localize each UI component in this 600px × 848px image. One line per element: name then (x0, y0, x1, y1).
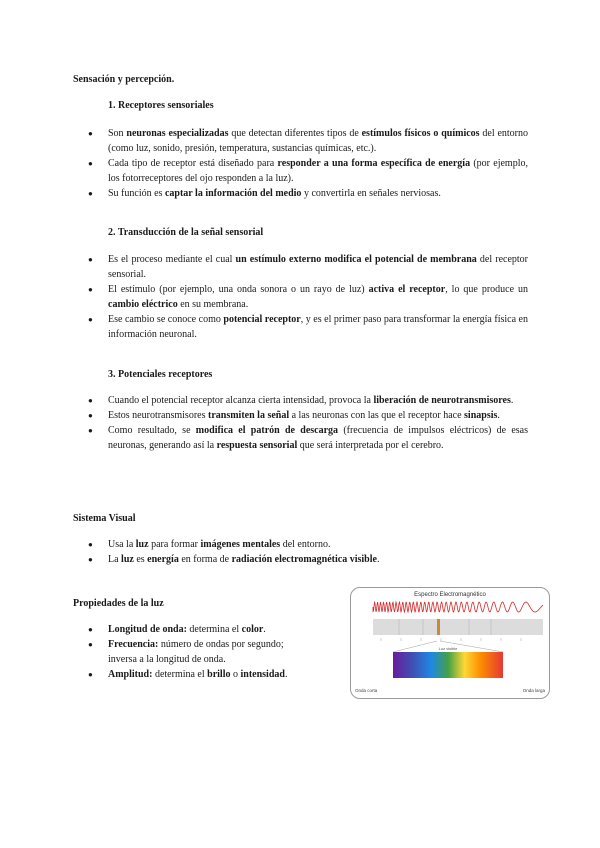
visible-light-label: Luz visible (438, 646, 458, 651)
wave-line (373, 602, 543, 612)
subsection-title-receptores: 1. Receptores sensoriales (108, 100, 214, 111)
list-item: ● La luz es energía en forma de radiación electromagnética visible. (88, 552, 528, 567)
visible-spectrum-gradient (393, 652, 503, 678)
electromagnetic-spectrum-figure (350, 587, 550, 699)
list-item: ● El estímulo (por ejemplo, una onda sonora o un rayo de luz) activa el receptor, lo que produce un cambio eléctrico en su membrana. (88, 282, 528, 312)
section-title-propiedades-luz: Propiedades de la luz (73, 598, 164, 609)
list-item: ● Es el proceso mediante el cual un estímulo externo modifica el potencial de membrana del receptor sensorial. (88, 252, 528, 282)
list-item: ● Como resultado, se modifica el patrón de descarga (frecuencia de impulsos eléctricos) de esas neuronas, generando así la respuesta sensorial que será interpretada por el cerebro. (88, 423, 528, 453)
list-item: ● Su función es captar la información del medio y convertirla en señales nerviosas. (88, 186, 528, 201)
list-item: ● Ese cambio se conoce como potencial receptor, y es el primer paso para transformar la energía física en información neuronal. (88, 312, 528, 342)
list-item: ● Longitud de onda: determina el color. (88, 622, 313, 637)
list-transduccion (88, 252, 528, 342)
list-item: ● Son neuronas especializadas que detectan diferentes tipos de estímulos físicos o químicos del entorno (como luz, sonido, presión, temperatura, sustancias químicas, etc.). (88, 126, 528, 156)
section-title-sistema-visual: Sistema Visual (73, 513, 136, 524)
list-item: ● Frecuencia: número de ondas por segundo; inversa a la longitud de onda. (88, 637, 313, 667)
spectrum-svg (351, 588, 549, 698)
spectrum-band (373, 619, 543, 635)
list-sistema-visual (88, 537, 528, 567)
list-item: ● Cuando el potencial receptor alcanza cierta intensidad, provoca la liberación de neurotransmisores. (88, 393, 528, 408)
list-receptores (88, 126, 528, 201)
subsection-title-transduccion: 2. Transducción de la señal sensorial (108, 227, 264, 238)
subsection-title-potenciales: 3. Potenciales receptores (108, 369, 213, 380)
section-title-sensacion: Sensación y percepción. (73, 74, 175, 85)
short-wave-label: Onda corta (355, 688, 378, 693)
list-propiedades-luz (88, 622, 313, 682)
visible-marker (437, 619, 440, 635)
list-potenciales (88, 393, 528, 453)
list-item: ● Cada tipo de receptor está diseñado para responder a una forma específica de energía (por ejemplo, los fotorreceptores del ojo responden a la luz). (88, 156, 528, 186)
list-item: ● Amplitud: determina el brillo o intensidad. (88, 667, 313, 682)
long-wave-label: Onda larga (522, 688, 545, 693)
spectrum-title: Espectro Electromagnético (414, 592, 486, 598)
scale-ticks (381, 638, 521, 641)
list-item: ● Estos neurotransmisores transmiten la señal a las neuronas con las que el receptor hace sinapsis. (88, 408, 528, 423)
list-item: ● Usa la luz para formar imágenes mentales del entorno. (88, 537, 528, 552)
zoom-line-left (393, 641, 437, 652)
